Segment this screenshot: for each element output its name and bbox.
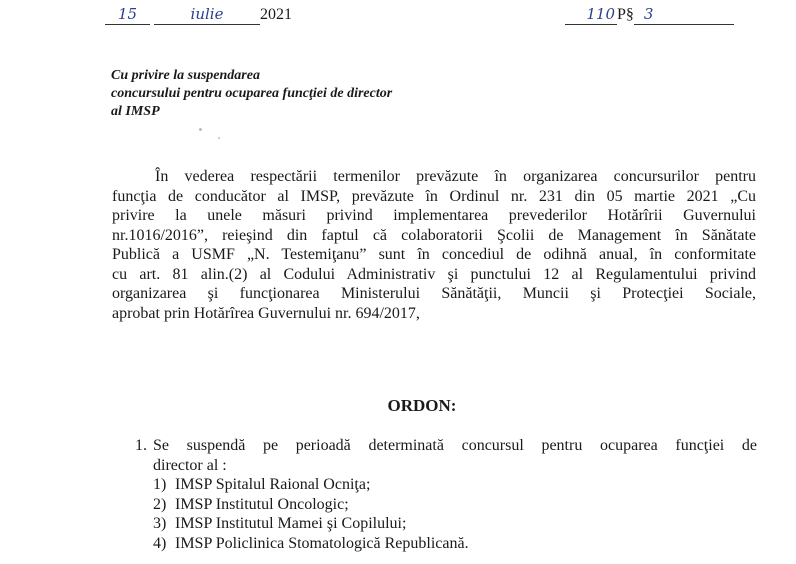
preamble-line: privire la unele măsuri privind implementarea prevederilor Hotărîrii Guvernului — [112, 207, 756, 224]
institution-number: 3) — [153, 515, 167, 532]
order-suffix-value: 3 — [643, 5, 654, 23]
institution-name: IMSP Institutul Mamei şi Copilului; — [175, 515, 407, 532]
ordon-heading: ORDON: — [387, 396, 457, 415]
order-subject — [111, 67, 491, 121]
institution-name: IMSP Spitalul Raional Ocniţa; — [175, 476, 371, 493]
scan-speck — [199, 128, 202, 131]
date-day-field — [105, 5, 150, 25]
order-number-field — [565, 5, 617, 25]
order-item-text-line: Se suspendă pe perioadă determinată concursul pentru ocuparea funcţiei de — [153, 437, 757, 454]
order-item-body — [153, 436, 757, 553]
preamble-line: cu art. 81 alin.(2) al Codului Administrativ şi punctului 12 al Regulamentului privind — [112, 265, 756, 283]
institution-list-item — [153, 534, 757, 554]
preamble-line: funcţia de conducător al IMSP, prevăzute în Ordinul nr. 231 din 05 martie 2021 „Cu — [112, 187, 756, 205]
order-item-number: 1. — [135, 437, 147, 454]
preamble-line: nr.1016/2016”, reieşind din faptul că colaboratorii Şcolii de Management în Sănătate — [112, 226, 756, 244]
institution-number: 1) — [153, 476, 167, 493]
institution-list-item — [153, 495, 757, 515]
scan-speck — [218, 137, 220, 139]
subject-line: concursului pentru ocuparea funcţiei de director — [111, 86, 393, 101]
order-suffix-field — [634, 5, 734, 25]
institution-list-item — [153, 475, 757, 495]
subject-line: Cu privire la suspendarea — [111, 68, 260, 83]
preamble-line: organizarea şi funcţionarea Ministerului Sănătăţii, Muncii şi Protecţiei Sociale, — [112, 285, 756, 302]
institution-name: IMSP Policlinica Stomatologică Republicană. — [175, 534, 469, 552]
subject-line: al IMSP — [111, 104, 160, 119]
date-day: 15 — [117, 5, 138, 23]
order-number — [565, 5, 734, 27]
order-item — [135, 436, 757, 553]
institution-number: 4) — [153, 534, 167, 552]
preamble-line: Publică a USMF „N. Testemiţanu” sunt în concediul de odihnă anual, în conformitate — [112, 246, 756, 263]
institution-list-item — [153, 514, 757, 534]
order-number-value: 110 — [586, 5, 615, 23]
preamble-paragraph — [112, 167, 756, 323]
institution-number: 2) — [153, 495, 167, 513]
order-date — [105, 5, 292, 27]
date-year: 2021 — [260, 6, 292, 23]
date-month-field — [154, 5, 260, 25]
order-prefix: P§ — [617, 6, 634, 23]
order-item-text-line: director al : — [153, 456, 227, 474]
date-month: iulie — [190, 5, 224, 23]
preamble-line: În vederea respectării termenilor prevăzute în organizarea concursurilor pentru — [155, 168, 756, 185]
preamble-line: aprobat prin Hotărîrea Guvernului nr. 694/2017, — [112, 304, 420, 322]
institution-list — [153, 475, 757, 553]
institution-name: IMSP Institutul Oncologic; — [175, 495, 349, 513]
